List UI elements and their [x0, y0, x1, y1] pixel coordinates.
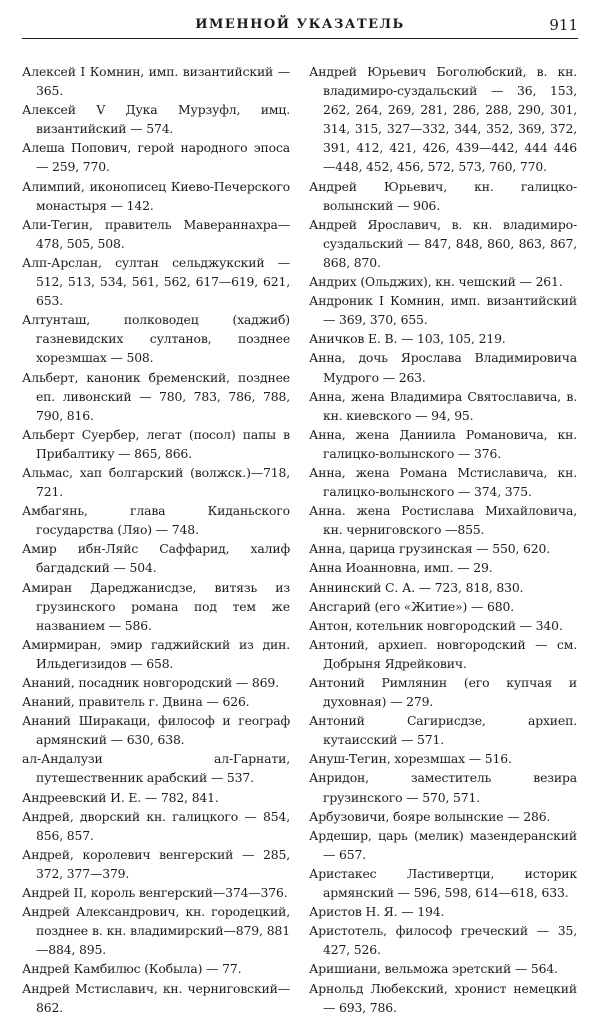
index-entry: Алексей I Комнин, имп. византийский — 365. — [22, 64, 290, 99]
index-entry: Анна, царица грузинская — 550, 620. — [309, 541, 551, 557]
index-entry: Алтунташ, полководец (хаджиб) газневидских султанов, позднее хорезмшах — 508. — [22, 312, 290, 366]
index-entry: Андрих (Ольджих), кн. чешский — 261. — [309, 274, 563, 290]
index-entry: Аристотель, философ греческий — 35, 427, 526. — [309, 923, 577, 958]
page-header — [22, 12, 578, 39]
index-entry: Аришиани, вельможа эретский — 564. — [309, 961, 558, 977]
index-entry: Анна, жена Даниила Романовича, кн. галицко-волынского — 376. — [309, 426, 577, 461]
index-entry: Андрей Камбилюс (Кобыла) — 77. — [22, 961, 242, 977]
page-number: 911 — [549, 16, 578, 34]
index-entry: Анна Иоанновна, имп. — 29. — [309, 560, 493, 576]
index-entry: Амир ибн-Ляйс Саффарид, халиф багдадский — 504. — [22, 541, 290, 576]
index-entry: Ануш-Тегин, хорезмшах — 516. — [309, 751, 512, 767]
index-entry: Альберт, каноник бременский, позднее еп. ливонский — 780, 783, 786, 788, 790, 816. — [22, 369, 290, 423]
index-entry: Альберт Суербер, легат (посол) папы в Прибалтику — 865, 866. — [22, 426, 290, 461]
index-entry: Алп-Арслан, султан сельджукский — 512, 513, 534, 561, 562, 617—619, 621, 653. — [22, 254, 290, 309]
index-entry: Андрей Ярославич, в. кн. владимиро-суздальский — 847, 848, 860, 863, 867, 868, 870. — [309, 216, 577, 270]
index-entry: Алексей V Дука Мурзуфл, имц. византийский — 574. — [22, 102, 290, 137]
index-entry: Антоний Сагирисдзе, архиеп. кутаисский — 571. — [309, 713, 577, 748]
index-entry: Анридон, заместитель везира грузинского — 570, 571. — [309, 770, 577, 805]
index-entry: Алимпий, иконописец Киево-Печерского монастыря — 142. — [22, 178, 290, 213]
index-entry: Андрей Александрович, кн. городецкий, позднее в. кн. владимирский—879, 881—884, 895. — [22, 904, 290, 958]
index-entry: Андрей, королевич венгерский — 285, 372, 377—379. — [22, 846, 290, 881]
index-entry: Антоний, архиеп. новгородский — см. Добрыня Ядрейкович. — [309, 636, 577, 671]
index-entry: ал-Андалузи ал-Гарнати, путешественник арабский — 537. — [22, 751, 290, 786]
index-entry: Ананий Ширакаци, философ и географ армянский — 630, 638. — [22, 713, 290, 748]
index-entry: Анна, жена Романа Мстиславича, кн. галицко-волынского — 374, 375. — [309, 464, 577, 500]
index-entry: Ананий, посадник новгородский — 869. — [22, 675, 279, 690]
index-entry: Антоний Римлянин (его купчая и духовная) — 279. — [309, 675, 577, 710]
index-entry: Анна, дочь Ярослава Владимировича Мудрого — 263. — [309, 350, 577, 385]
index-entry: Аристов Н. Я. — 194. — [309, 904, 445, 920]
index-entry: Андроник I Комнин, имп. византийский — 369, 370, 655. — [309, 293, 577, 328]
index-entry: Альмас, хап болгарский (волжск.)—718, 721. — [22, 464, 290, 500]
index-entry: Антон, котельник новгородский — 340. — [309, 617, 563, 633]
left-column — [22, 62, 290, 1017]
index-entry: Ансгарий (его «Житие») — 680. — [309, 598, 515, 614]
index-entry: Амирмиран, эмир гаджийский из дин. Ильдегизидов — 658. — [22, 636, 290, 671]
index-entry: Андрей II, король венгерский—374—376. — [22, 885, 288, 901]
index-entry: Ардешир, царь (мелик) мазендеранский — 657. — [309, 827, 577, 862]
index-entry: Андреевский И. Е. — 782, 841. — [22, 789, 219, 805]
index-entry: Андрей Юрьевич Боголюбский, в. кн. владимиро-суздальский — 36, 153, 262, 264, 269, 281, 286, 288, 290, 301, 314, 315, 327—332, 344, 352, 369, 372, 391, 412, 421, 426, 439—442, 444 446 —448, 452, 456, 572, 573, 760, 770. — [309, 64, 577, 175]
index-entry: Ананий, правитель г. Двина — 626. — [22, 694, 250, 710]
index-entry: Арбузовичи, бояре волынские — 286. — [309, 808, 551, 824]
right-column — [309, 62, 577, 1017]
index-entry: Аничков Е. В. — 103, 105, 219. — [309, 331, 506, 347]
index-entry: Арнольд Любекский, хронист немецкий — 693, 786. — [309, 980, 577, 1015]
index-entry: Аристакес Ластивертци, историк армянский — 596, 598, 614—618, 633. — [309, 865, 577, 901]
index-entry: Аннинский С. А. — 723, 818, 830. — [309, 579, 524, 595]
index-entry: Андрей Юрьевич, кн. галицко-волынский — 906. — [309, 178, 577, 213]
index-entry: Амиран Дареджанисдзе, витязь из грузинского романа под тем же названием — 586. — [22, 579, 290, 633]
index-entry: Али-Тегин, правитель Мавераннахра—478, 505, 508. — [22, 216, 290, 251]
index-entry: Анна. жена Ростислава Михайловича, кн. черниговского —855. — [309, 503, 577, 538]
index-entry: Амбагянь, глава Киданьского государства (Ляо) — 748. — [22, 503, 290, 538]
index-entry: Алеша Попович, герой народного эпоса — 259, 770. — [22, 140, 290, 175]
index-entry: Анна, жена Владимира Святославича, в. кн. киевского — 94, 95. — [309, 388, 577, 423]
index-entry: Андрей, дворский кн. галицкого — 854, 856, 857. — [22, 808, 290, 843]
running-title: ИМЕННОЙ УКАЗАТЕЛЬ — [195, 17, 405, 32]
index-entry: Андрей Мстиславич, кн. черниговский—862. — [22, 980, 290, 1015]
